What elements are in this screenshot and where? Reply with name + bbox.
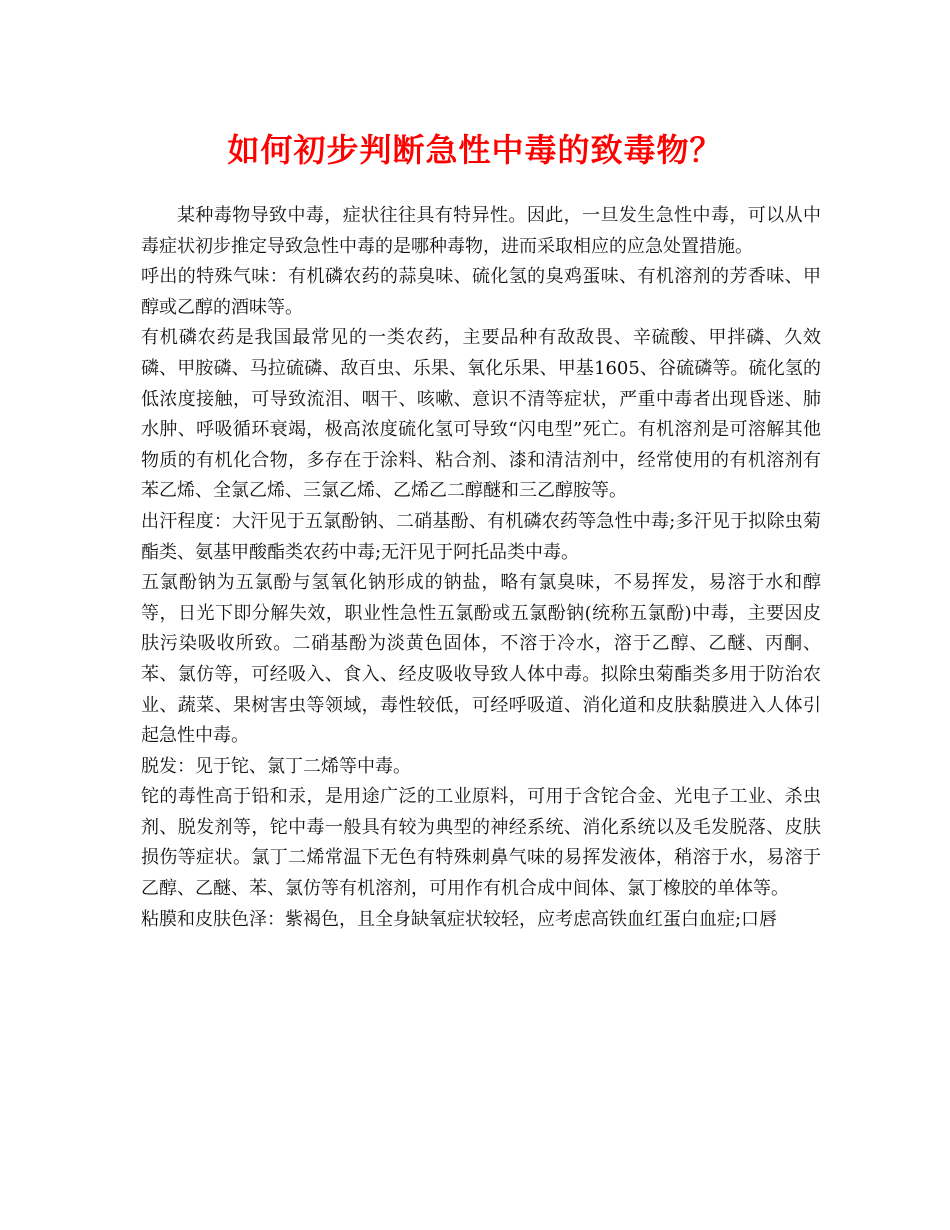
paragraph-thallium: 铊的毒性高于铅和汞，是用途广泛的工业原料，可用于含铊合金、光电子工业、杀虫剂、脱发剂等，铊中毒一般具有较为典型的神经系统、消化系统以及毛发脱落、皮肤损伤等症状。氯丁二烯常温下无色有特殊刺鼻气味的易挥发液体，稍溶于水，易溶于乙醇、乙醚、苯、氯仿等有机溶剂，可用作有机合成中间体、氯丁橡胶的单体等。	[141, 786, 821, 900]
paragraph-breath-odor: 呼出的特殊气味：有机磷农药的蒜臭味、硫化氢的臭鸡蛋味、有机溶剂的芳香味、甲醇或乙醇的酒味等。	[141, 266, 821, 318]
document-title: 如何初步判断急性中毒的致毒物？	[227, 131, 723, 169]
paragraph-pentachlorophenol: 五氯酚钠为五氯酚与氢氧化钠形成的钠盐，略有氯臭味，不易挥发，易溶于水和醇等，日光下即分解失效，职业性急性五氯酚或五氯酚钠(统称五氯酚)中毒，主要因皮肤污染吸收所致。二硝基酚为淡黄色固体，不溶于冷水，溶于乙醇、乙醚、丙酮、苯、氯仿等，可经吸入、食入、经皮吸收导致人体中毒。拟除虫菊酯类多用于防治农业、蔬菜、果树害虫等领域，毒性较低，可经呼吸道、消化道和皮肤黏膜进入人体引起急性中毒。	[141, 572, 821, 747]
paragraph-intro: 某种毒物导致中毒，症状往往具有特异性。因此，一旦发生急性中毒，可以从中毒症状初步推定导致急性中毒的是哪种毒物，进而采取相应的应急处置措施。	[141, 205, 821, 257]
document-body	[141, 201, 821, 935]
paragraph-hair-loss: 脱发：见于铊、氯丁二烯等中毒。	[141, 755, 411, 777]
paragraph-sweating: 出汗程度：大汗见于五氯酚钠、二硝基酚、有机磷农药等急性中毒;多汗见于拟除虫菊酯类、氨基甲酸酯类农药中毒;无汗见于阿托品类中毒。	[141, 510, 821, 563]
paragraph-skin-color: 粘膜和皮肤色泽：紫褐色，且全身缺氧症状较轻，应考虑高铁血红蛋白血症;口唇	[141, 908, 778, 930]
paragraph-organophosphorus: 有机磷农药是我国最常见的一类农药，主要品种有敌敌畏、辛硫酸、甲拌磷、久效磷、甲胺磷、马拉硫磷、敌百虫、乐果、氧化乐果、甲基1605、谷硫磷等。硫化氢的低浓度接触，可导致流泪、咽干、咳嗽、意识不清等症状，严重中毒者出现昏迷、肺水肿、呼吸循环衰竭，极高浓度硫化氢可导致“闪电型”死亡。有机溶剂是可溶解其他物质的有机化合物，多存在于涂料、粘合剂、漆和清洁剂中，经常使用的有机溶剂有苯乙烯、全氯乙烯、三氯乙烯、乙烯乙二醇醚和三乙醇胺等。	[141, 327, 821, 502]
